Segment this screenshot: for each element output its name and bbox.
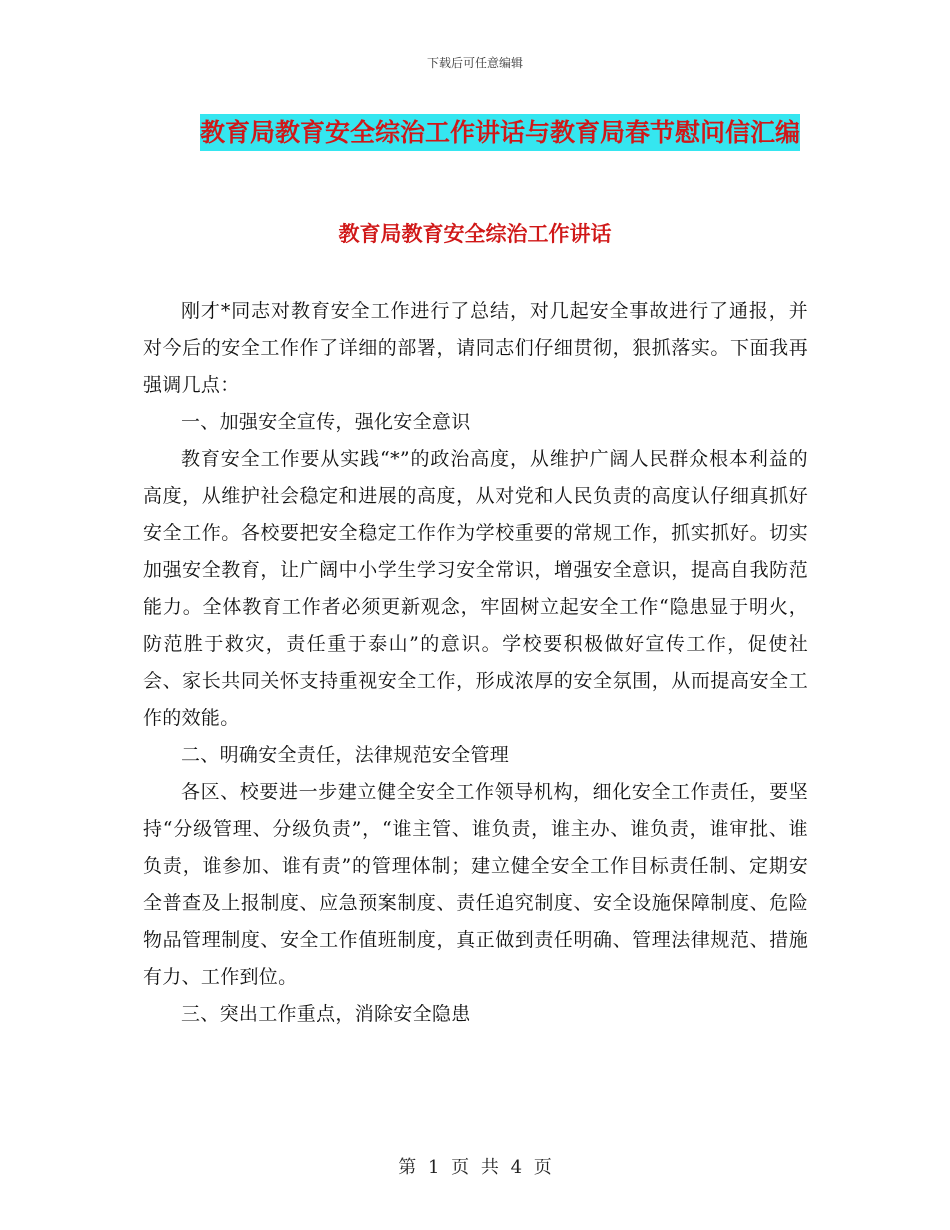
paragraph-one: 教育安全工作要从实践“*”的政治高度，从维护广阔人民群众根本利益的高度，从维护社会稳定和进展的高度，从对党和人民负责的高度认仔细真抓好安全工作。各校要把安全稳定工作作为学校重要的常规工作，抓实抓好。切实加强安全教育，让广阔中小学生学习安全常识，增强安全意识，提高自我防范能力。全体教育工作者必须更新观念，牢固树立起安全工作“隐患显于明火，防范胜于救灾，责任重于泰山”的意识。学校要积极做好宣传工作，促使社会、家长共同关怀支持重视安全工作，形成浓厚的安全氛围，从而提高安全工作的效能。 — [143, 448, 808, 729]
document-main-title — [190, 108, 810, 158]
main-title-highlight: 教育局教育安全综治工作讲话与教育局春节慰问信汇编 — [200, 114, 800, 151]
header-note: 下载后可任意编辑 — [426, 56, 523, 70]
paragraph-intro: 刚才*同志对教育安全工作进行了总结，对几起安全事故进行了通报，并对今后的安全工作作了详细的部署，请同志们仔细贯彻，狠抓落实。下面我再强调几点： — [143, 300, 808, 396]
heading-two: 二、明确安全责任，法律规范安全管理 — [181, 744, 510, 766]
section-title: 教育局教育安全综治工作讲话 — [338, 221, 612, 246]
paragraph-two: 各区、校要进一步建立健全安全工作领导机构，细化安全工作责任，要坚持“分级管理、分级负责”，“谁主管、谁负责，谁主办、谁负责，谁审批、谁负责，谁参加、谁有责”的管理体制；建立健全安全工作目标责任制、定期安全普查及上报制度、应急预案制度、责任追究制度、安全设施保障制度、危险物品管理制度、安全工作值班制度，真正做到责任明确、管理法律规范、措施有力、工作到位。 — [143, 781, 808, 988]
heading-one: 一、加强安全宣传，强化安全意识 — [181, 411, 471, 433]
document-body — [143, 293, 808, 1033]
page-indicator: 第 1 页 共 4 页 — [398, 1157, 552, 1178]
heading-three: 三、突出工作重点，消除安全隐患 — [181, 1003, 471, 1025]
